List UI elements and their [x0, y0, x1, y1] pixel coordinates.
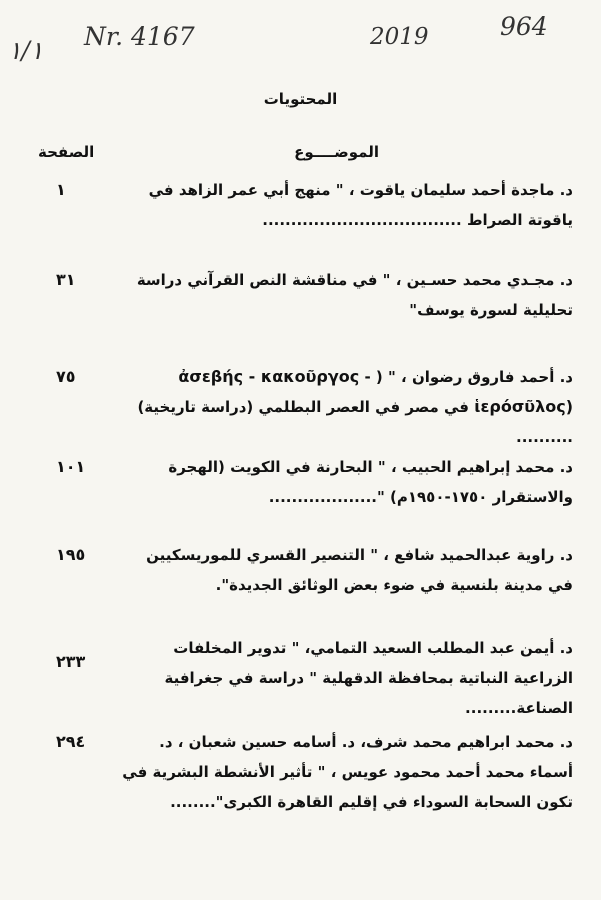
leader-dots: .......... — [516, 428, 573, 446]
handwritten-year: 2019 — [370, 24, 429, 50]
entry-title: " البحارنة في الكويت (الهجرة والاستقرار ١٧٥٠-١٩٥٠م) " — [168, 458, 573, 506]
entry-text — [118, 452, 573, 512]
leader-dots: ........ — [170, 793, 216, 811]
entry-greek-terms: ἀσεβής - κακοῦργος — [178, 367, 360, 386]
entry-text — [118, 633, 573, 723]
entry-title: " تأثير الأنشطة البشرية في تكون السحابة السوداء في إقليم القاهرة الكبرى" — [122, 763, 573, 811]
entry-author: د. مجـدي محمد حسـين ، — [395, 271, 573, 289]
entry-page-number: ٣١ — [56, 270, 76, 289]
entry-page-number: ١٠١ — [56, 457, 86, 476]
entry-author: د. محمد إبراهيم الحبيب ، — [390, 458, 573, 476]
entry-author: د. أيمن عبد المطلب السعيد التمامي، — [304, 639, 573, 657]
entry-text — [118, 727, 573, 817]
entry-text — [118, 175, 573, 235]
toc-entry — [28, 727, 573, 837]
entry-page-number: ١٩٥ — [56, 545, 86, 564]
entry-title: في مصر في العصر البطلمي (دراسة تاريخية) — [137, 398, 469, 416]
entry-text — [118, 265, 573, 325]
entry-title: " التنصير القسري للموريسكيين في مدينة بلنسية في ضوء بعض الوثائق الجديدة". — [146, 546, 573, 594]
handwritten-fraction: ١/١ — [8, 36, 44, 65]
entry-author: د. محمد ابراهيم محمد شرف، د. أسامه حسين شعبان ، د. أسماء محمد أحمد محمود عويس ، — [159, 733, 573, 781]
entry-author: د. أحمد فاروق رضوان ، — [401, 368, 573, 386]
leader-dots: ................................... — [262, 211, 467, 229]
entry-page-number: ٢٩٤ — [56, 732, 86, 751]
entry-author: د. راوية عبدالحميد شافع ، — [383, 546, 573, 564]
entry-page-number: ٧٥ — [56, 367, 76, 386]
handwritten-code: 964 — [500, 12, 548, 41]
entry-text — [118, 540, 573, 600]
page-title: المحتويات — [263, 90, 338, 108]
leader-dots: ......... — [465, 699, 517, 717]
entry-page-number: ١ — [56, 180, 66, 199]
entry-greek-term: ἱερόσῦλος) — [474, 397, 573, 416]
leader-dots: ................... — [268, 488, 377, 506]
entry-page-number: ٢٣٣ — [56, 652, 86, 671]
entry-text — [118, 362, 573, 452]
entry-quote-open: " ( - — [364, 368, 396, 386]
entry-author: د. ماجدة أحمد سليمان ياقوت ، — [348, 181, 573, 199]
subject-column-header: الموضــــوع — [294, 143, 379, 161]
entry-title: " منهج أبي عمر الزاهد في ياقوتة الصراط — [148, 181, 573, 229]
handwritten-number: Nr. 4167 — [84, 22, 195, 51]
page-column-header: الصفحة — [38, 143, 95, 161]
entry-title: " في مناقشة النص القرآني دراسة تحليلية لسورة يوسف" — [136, 271, 573, 319]
toc-entry — [28, 265, 573, 375]
entry-title: " تدوير المخلفات الزراعية النباتية بمحافظة الدقهلية " دراسة في جغرافية الصناعة — [164, 639, 573, 717]
